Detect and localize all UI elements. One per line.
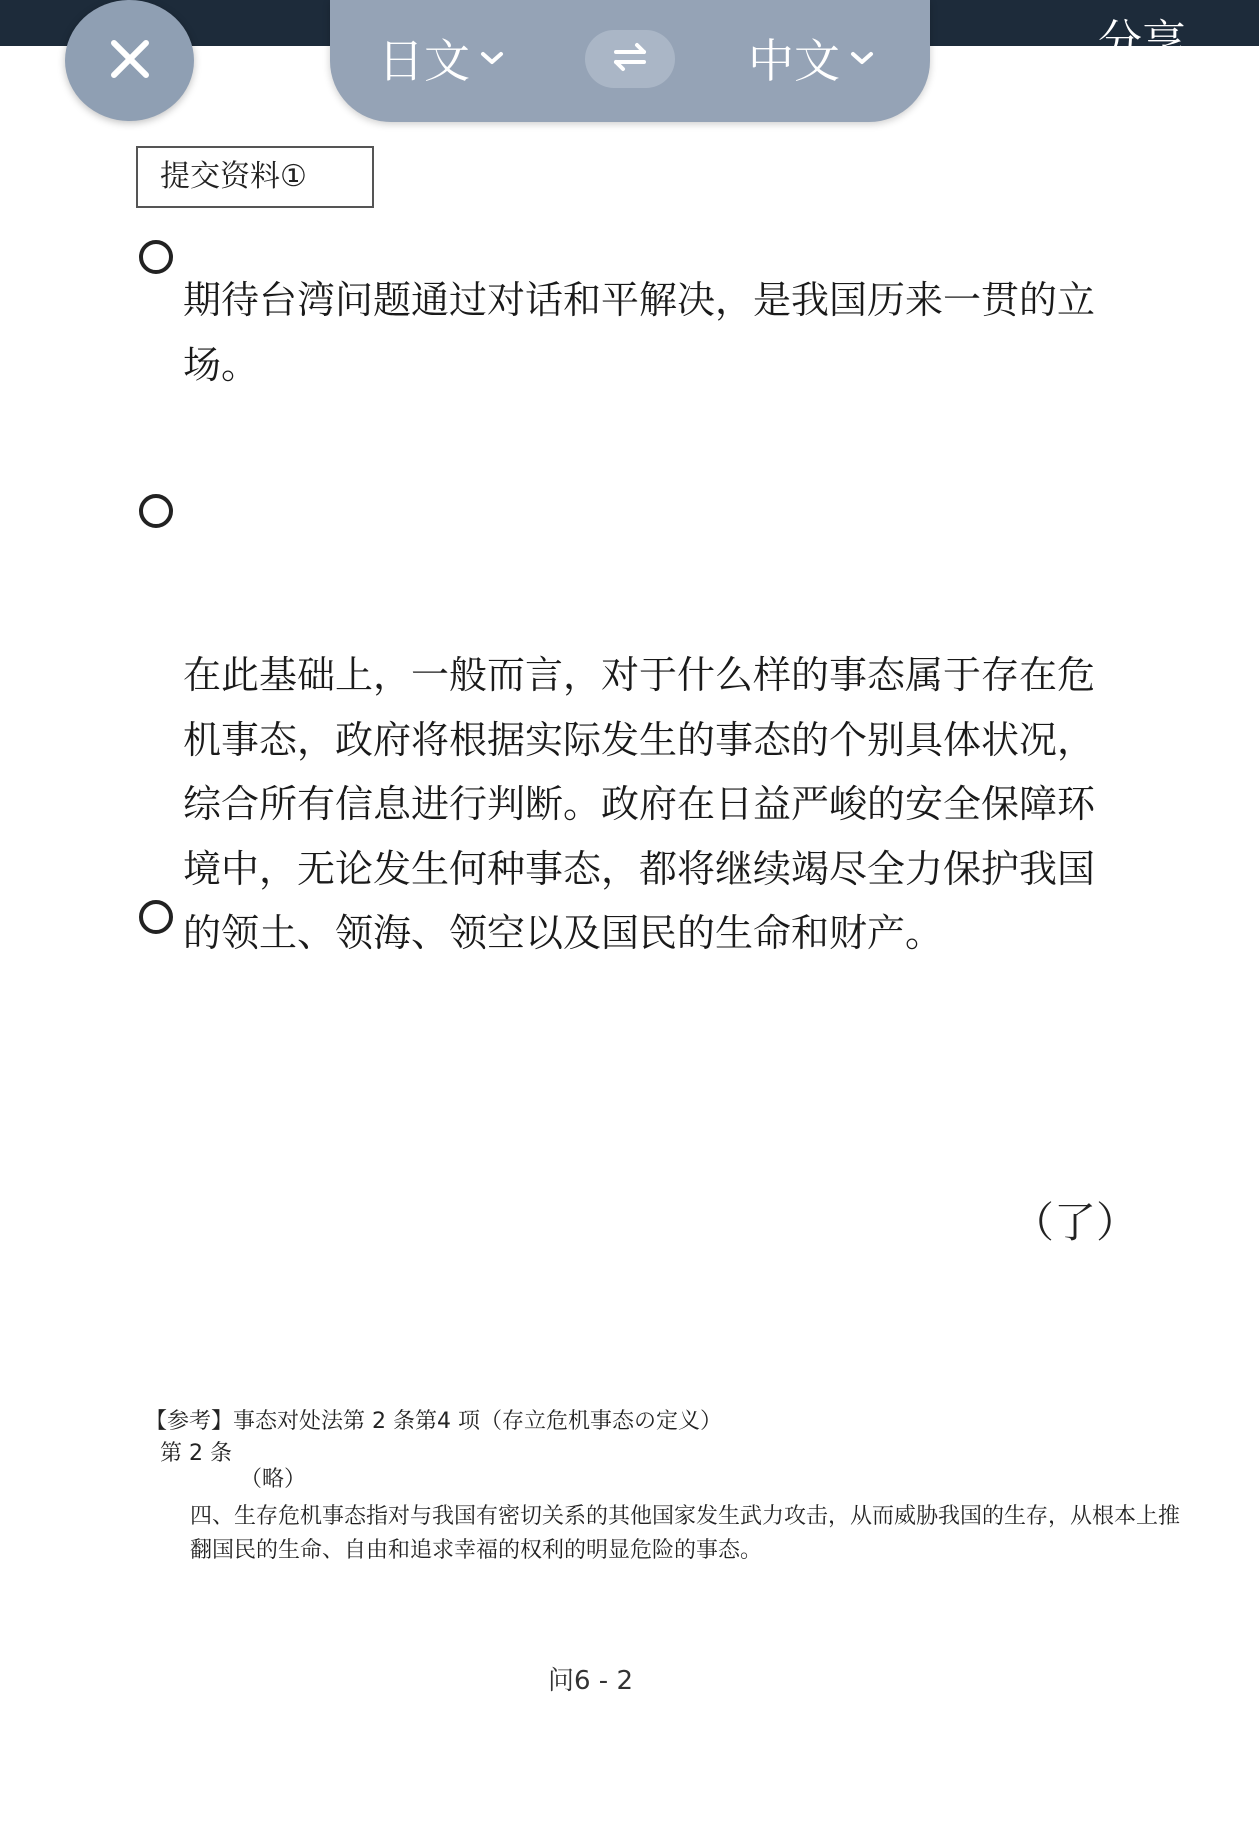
swap-icon: [610, 41, 650, 77]
swap-languages-button[interactable]: [585, 30, 675, 88]
language-selector: [330, 0, 930, 122]
reference-omitted: （略）: [240, 1467, 307, 1492]
chevron-down-icon: [850, 50, 874, 66]
source-language-label: 日文: [378, 34, 470, 88]
reference-title: 【参考】事态对处法第 2 条第4 项（存立危机事态の定义）: [145, 1409, 722, 1434]
close-icon: [108, 37, 152, 85]
page-number: 问6 - 2: [548, 1666, 633, 1696]
reference-text: 四、生存危机事态指对与我国有密切关系的其他国家发生武力攻击，从而威胁我国的生存，从根本上推翻国民的生命、自由和追求幸福的权利的明显危险的事态。: [190, 1504, 1181, 1563]
target-language-label: 中文: [748, 34, 840, 88]
circle-bullet-icon: [139, 494, 173, 528]
circle-bullet-icon: [139, 240, 173, 274]
document-label-box: 提交资料①: [136, 146, 374, 208]
paragraph-1: 期待台湾问题通过对话和平解决，是我国历来一贯的立场。: [183, 278, 1096, 387]
paragraph-2: 在此基础上，一般而言，对于什么样的事态属于存在危机事态，政府将根据实际发生的事态的个别具体状况，综合所有信息进行判断。政府在日益严峻的安全保障环境中，无论发生何种事态，都将继续竭尽全力保护我国的领土、领海、领空以及国民的生命和财产。: [183, 653, 1096, 955]
close-button[interactable]: [65, 0, 194, 121]
target-language-dropdown[interactable]: [748, 28, 874, 88]
source-language-dropdown[interactable]: [378, 28, 504, 88]
circle-bullet-icon: [139, 900, 173, 934]
ending-mark: （了）: [1012, 1198, 1139, 1247]
share-button[interactable]: 分享: [1098, 16, 1186, 67]
reference-article: 第 2 条: [160, 1441, 232, 1466]
chevron-down-icon: [480, 50, 504, 66]
